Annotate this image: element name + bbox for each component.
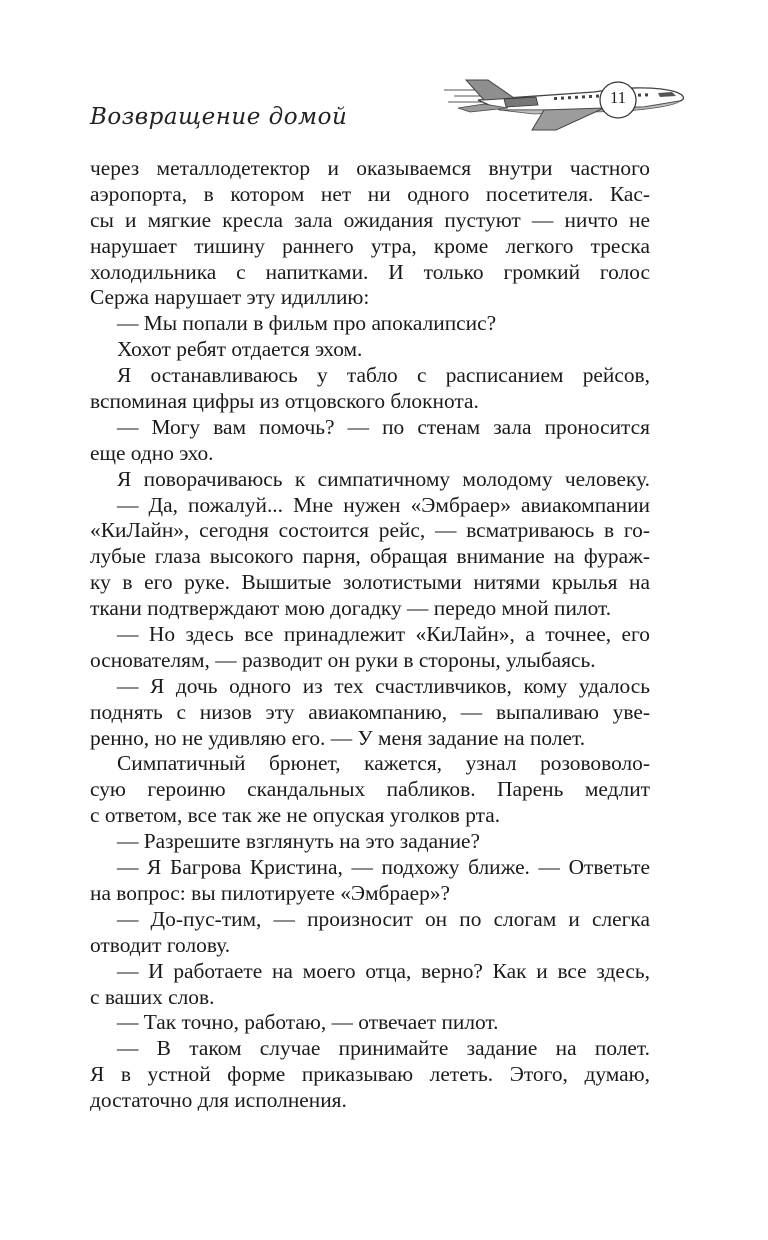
text-line: сы и мягкие кресла зала ожидания пустуют — ничто не <box>90 207 650 232</box>
text-line: Симпатичный брюнет, кажется, узнал розововоло- <box>117 751 650 776</box>
text-line: ку в его руке. Вышитые золотистыми нитями крылья на <box>90 570 650 595</box>
text-line: основателям, — разводит он руки в стороны, улыбаясь. <box>90 647 596 672</box>
text-line: ткани подтверждают мою догадку — передо мной пилот. <box>90 596 612 621</box>
text-line: — Я дочь одного из тех счастливчиков, кому удалось <box>117 673 650 698</box>
running-title: Возвращение домой <box>90 104 348 130</box>
text-line: — Могу вам помочь? — по стенам зала проносится <box>117 414 650 439</box>
text-line: — Так точно, работаю, — отвечает пилот. <box>117 1010 499 1035</box>
text-line: ренно, но не удивляю его. — У меня задание на полет. <box>90 725 586 750</box>
text-line: Сержа нарушает эту идиллию: <box>90 285 370 310</box>
text-line: еще одно эхо. <box>90 440 214 465</box>
text-line: — Разрешите взглянуть на это задание? <box>117 829 481 854</box>
text-line: аэропорта, в котором нет ни одного посетителя. Кас- <box>90 181 650 206</box>
text-line: Я останавливаюсь у табло с расписанием рейсов, <box>117 363 650 388</box>
text-line: — В таком случае принимайте задание на полет. <box>117 1036 650 1061</box>
text-line: — До-пус-тим, — произносит он по слогам и слегка <box>117 906 650 931</box>
text-line: Я поворачиваюсь к симпатичному молодому человеку. <box>117 466 650 491</box>
text-line: с ответом, все так же не опуская уголков рта. <box>90 803 501 828</box>
text-line: вспоминая цифры из отцовского блокнота. <box>90 389 479 414</box>
text-line: достаточно для исполнения. <box>90 1088 347 1113</box>
text-line: — Да, пожалуй... Мне нужен «Эмбраер» авиакомпании <box>117 492 650 517</box>
text-line: холодильника с напитками. И только громкий голос <box>90 259 650 284</box>
text-line: поднять с низов эту авиакомпанию, — выпаливаю уве- <box>90 699 650 724</box>
text-line: Я в устной форме приказываю лететь. Этого, думаю, <box>90 1062 650 1087</box>
text-line: лубые глаза высокого парня, обращая внимание на фураж- <box>90 544 650 569</box>
text-line: Хохот ребят отдается эхом. <box>117 337 363 362</box>
text-line: — Мы попали в фильм про апокалипсис? <box>117 311 497 336</box>
airplane-illustration <box>444 72 688 134</box>
page-number: 11 <box>609 88 627 107</box>
text-line: — Но здесь все принадлежит «КиЛайн», а точнее, его <box>117 622 650 647</box>
text-line: сую героиню скандальных пабликов. Парень медлит <box>90 777 650 802</box>
text-line: — Я Багрова Кристина, — подхожу ближе. — Ответьте <box>117 855 650 880</box>
body-text <box>90 156 650 1114</box>
text-line: «КиЛайн», сегодня состоится рейс, — всматриваюсь в го- <box>90 518 650 543</box>
text-line: на вопрос: вы пилотируете «Эмбраер»? <box>90 880 451 905</box>
text-line: — И работаете на моего отца, верно? Как и все здесь, <box>117 958 650 983</box>
text-line: отводит голову. <box>90 932 231 957</box>
text-line: через металлодетектор и оказываемся внутри частного <box>90 156 650 180</box>
text-line: нарушает тишину раннего утра, кроме легкого треска <box>90 233 650 258</box>
text-line: с ваших слов. <box>90 984 215 1009</box>
